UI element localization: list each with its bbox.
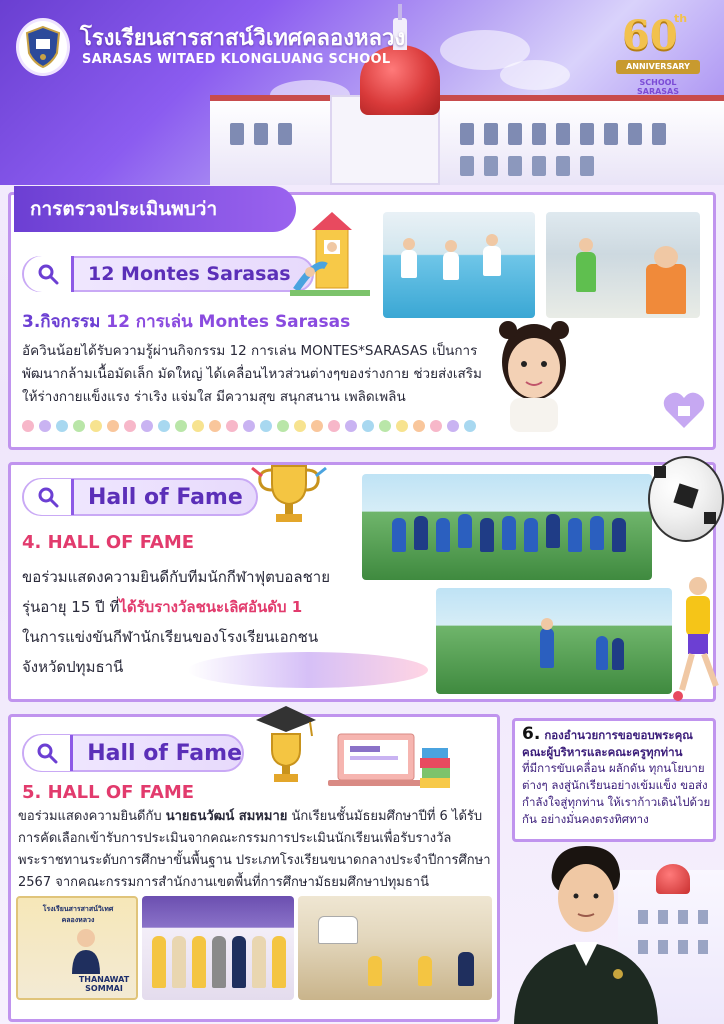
decorative-dot: [209, 420, 221, 432]
student-portrait: [506, 842, 666, 1024]
decorative-dot: [464, 420, 476, 432]
decorative-dot: [430, 420, 442, 432]
banner-title: การตรวจประเมินพบว่า: [14, 186, 296, 232]
anniversary-number: 60: [622, 12, 678, 59]
magnifier-icon: [36, 742, 58, 764]
photo-football-match: [436, 588, 672, 694]
decorative-dot: [345, 420, 357, 432]
magnifier-icon: [37, 263, 59, 285]
anniversary-badge: [608, 8, 708, 96]
playground-illustration: [286, 210, 374, 300]
decorative-dot: [175, 420, 187, 432]
decorative-dot: [39, 420, 51, 432]
montes-pill-label: 12 Montes Sarasas: [88, 263, 291, 285]
decorative-dot: [328, 420, 340, 432]
award-pill-title: [22, 734, 244, 772]
photo-football-team: [362, 474, 652, 580]
decorative-dot: [294, 420, 306, 432]
certificate-title: โรงเรียนสารสาสน์วิเทศคลองหลวง: [42, 905, 114, 924]
laptop-books-illustration: [324, 728, 452, 794]
decorative-dot: [56, 420, 68, 432]
montes-pill-title: [22, 256, 314, 292]
football-player-illustration: [668, 572, 724, 702]
decorative-dot: [362, 420, 374, 432]
decorative-dot: [260, 420, 272, 432]
decorative-dot: [158, 420, 170, 432]
graduation-trophy-icon: [250, 700, 322, 786]
decorative-dot: [243, 420, 255, 432]
photo-presentation-hall: [298, 896, 492, 1000]
certificate-name: THANAWAT SOMMAI: [78, 975, 130, 993]
decorative-dot: [226, 420, 238, 432]
football-icon: [648, 456, 724, 542]
school-name-thai: โรงเรียนสารสาสน์วิเทศคลองหลวง: [80, 26, 406, 51]
acknowledgement-heading: 6. กองอำนวยการขอขอบพระคุณคณะผู้บริหารและคณะครูทุกท่าน: [522, 724, 693, 759]
acknowledgement-body: ที่มีการขับเคลื่อน ผลักดัน ทุกนโยบายต่างๆ ลงสู่นักเรียนอย่างเข้มแข็ง ขอส่งกำลังใจสู่ทุกท่าน ให้เราก้าวเดินไปด้วยกัน อย่างมั่นคงตรงทิศทาง: [522, 761, 711, 826]
decorative-dot: [379, 420, 391, 432]
cloud: [500, 60, 570, 90]
anniversary-suffix: th: [674, 12, 688, 25]
photo-group-evaluation: [142, 896, 294, 1000]
decorative-dot: [311, 420, 323, 432]
montes-heading: 3.กิจกรรม 12 การเล่น Montes Sarasas: [22, 312, 351, 332]
decorative-dot: [124, 420, 136, 432]
decorative-dot: [447, 420, 459, 432]
shield-icon: [24, 25, 62, 69]
decorative-dot: [141, 420, 153, 432]
school-name-english: SARASAS WITAED KLONGLUANG SCHOOL: [82, 52, 391, 67]
award-pill-label: Hall of Fame: [87, 740, 242, 766]
anniversary-school: SCHOOL SARASAS: [636, 78, 680, 96]
decorative-dot: [277, 420, 289, 432]
decorative-dot: [413, 420, 425, 432]
football-heading: 4. HALL OF FAME: [22, 532, 195, 553]
decorative-dot: [192, 420, 204, 432]
montes-body: อัควินน้อยได้รับความรู้ผ่านกิจกรรม 12 การเล่น MONTES*SARASAS เป็นการพัฒนากล้ามเนื้อมัดเล็ก มัดใหญ่ ได้เคลื่อนไหวส่วนต่างๆของร่างกาย ช่วยส่งเสริมให้ร่างกายแข็งแรง ร่าเริง แจ่มใส มีความสุข สนุกสนาน เพลิดเพลิน: [22, 343, 482, 405]
header-banner: [0, 0, 724, 185]
football-body: ขอร่วมแสดงความยินดีกับทีมนักกีฬาฟุตบอลชาย รุ่นอายุ 15 ปี ที่ได้รับรางวัลชนะเลิศอันดับ 1 ในการแข่งขันกีฬานักเรียนของโรงเรียนเอกชน จังหวัดปทุมธานี: [22, 568, 331, 676]
photo-child-portrait: [486, 302, 582, 432]
award-body: ขอร่วมแสดงความยินดีกับ นายธนวัฒน์ สมหมาย นักเรียนชั้นมัธยมศึกษาปีที่ 6 ได้รับการคัดเลือกเข้ารับการประเมินจากคณะกรรมการประเมินนักเรียนเพื่อรับรางวัลพระราชทานระดับการศึกษาขั้นพื้นฐาน ประเภทโรงเรียนขนาดกลางประจำปีการศึกษา 2567 จากคณะกรรมการสำนักงานเขตพื้นที่การศึกษามัธยมศึกษาปทุมธานี: [18, 809, 491, 890]
decorative-dot: [22, 420, 34, 432]
school-building: [210, 95, 724, 185]
trophy-icon: [244, 458, 334, 528]
football-pill-label: Hall of Fame: [88, 484, 243, 510]
award-heading: 5. HALL OF FAME: [22, 782, 195, 803]
football-pill-title: [22, 478, 258, 516]
decorative-dots: [22, 420, 476, 432]
decorative-dot: [90, 420, 102, 432]
decorative-dot: [107, 420, 119, 432]
anniversary-ribbon: ANNIVERSARY: [616, 60, 700, 74]
decorative-dot: [396, 420, 408, 432]
magnifier-icon: [37, 486, 59, 508]
decorative-dot: [73, 420, 85, 432]
decorative-swirl: [188, 652, 428, 688]
certificate-student-photo: [66, 924, 106, 974]
school-logo: [16, 18, 70, 76]
heart-lock-icon: [660, 386, 708, 434]
